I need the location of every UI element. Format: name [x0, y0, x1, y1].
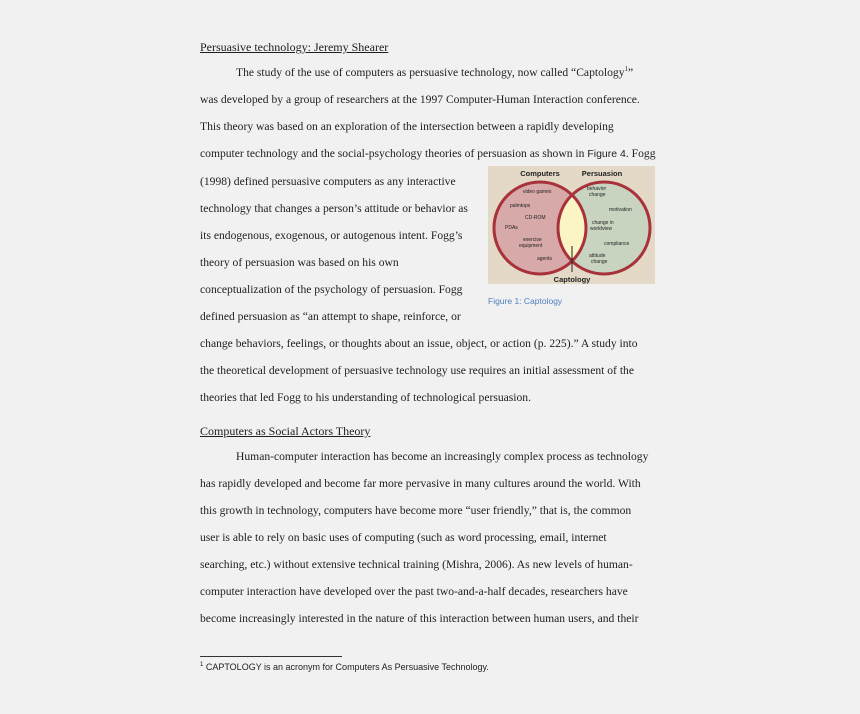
paragraph-line: defined persuasion as “an attempt to shape, reinforce, or — [200, 310, 461, 323]
figure-reference-link[interactable]: Figure 4 — [587, 148, 626, 160]
paragraph-line: theory of persuasion was based on his own — [200, 256, 399, 269]
paragraph-line: was developed by a group of researchers at the 1997 Computer-Human Interaction conference. — [200, 93, 640, 106]
paragraph-line: become increasingly interested in the nature of this interaction between human users, and their — [200, 612, 639, 625]
venn-item: change — [589, 192, 606, 198]
venn-item: CD-ROM — [525, 215, 546, 221]
paragraph-line: change behaviors, feelings, or thoughts about an issue, object, or action (p. 225).” A study into — [200, 337, 638, 350]
paragraph-line: this growth in technology, computers have become more “user friendly,” that is, the common — [200, 504, 632, 517]
paragraph-line: computer technology and the social-psychology theories of persuasion as shown in Figure 4. Fogg — [200, 147, 656, 160]
paragraph-line: the theoretical development of persuasive technology use requires an initial assessment of the — [200, 364, 634, 377]
venn-item: change — [591, 259, 608, 265]
venn-item: agents — [537, 256, 553, 262]
venn-item: exercise — [523, 237, 542, 243]
venn-item: behavior — [587, 186, 607, 192]
footnote: $^1$ CAPTOLOGY is an acronym for Computers As Persuasive Technology. — [200, 662, 489, 672]
venn-item: equipment — [519, 243, 543, 249]
paragraph-line: The study of the use of computers as persuasive technology, now called “Captology$^1$” — [236, 65, 634, 79]
paragraph-line: computer interaction have developed over the past two-and-a-half decades, researchers have — [200, 585, 628, 598]
venn-item: worldview — [590, 226, 612, 232]
venn-item: attitude — [589, 253, 606, 259]
footnote-marker: 1 — [624, 65, 629, 74]
figure-caption: Figure 1: Captology — [488, 296, 563, 306]
section-heading-persuasive-technology: Persuasive technology: Jeremy Shearer — [200, 40, 389, 54]
paragraph-line: has rapidly developed and become far more pervasive in many cultures around the world. With — [200, 477, 641, 490]
footnote-divider — [200, 656, 342, 657]
footnote-number: 1 — [200, 662, 204, 668]
venn-item: video games — [523, 189, 552, 195]
paragraph-line: Human-computer interaction has become an increasingly complex process as technology — [236, 450, 649, 463]
venn-item: compliance — [604, 241, 630, 247]
paragraph-line: (1998) defined persuasive computers as any interactive — [200, 175, 456, 188]
persuasion-title: Persuasion — [581, 169, 623, 178]
venn-item: PDAs — [505, 225, 518, 231]
captology-label: Captology — [553, 275, 591, 284]
computers-title: Computers — [520, 169, 560, 178]
venn-item: palmtops — [510, 203, 531, 209]
paragraph-line: conceptualization of the psychology of persuasion. Fogg — [200, 283, 463, 296]
paragraph-line: searching, etc.) without extensive technical training (Mishra, 2006). As new levels of human- — [200, 558, 633, 571]
captology-venn-figure — [488, 166, 655, 284]
venn-diagram — [488, 166, 655, 284]
paragraph-line: theories that led Fogg to his understanding of technological persuasion. — [200, 391, 531, 404]
section-heading-social-actors: Computers as Social Actors Theory — [200, 424, 371, 438]
venn-item: change in — [592, 220, 614, 226]
paragraph-line: technology that changes a person’s attitude or behavior as — [200, 202, 468, 215]
venn-item: motivation — [609, 207, 632, 213]
paragraph-line: user is able to rely on basic uses of computing (such as word processing, email, internet — [200, 531, 607, 544]
paragraph-line: This theory was based on an exploration of the intersection between a rapidly developing — [200, 120, 614, 133]
paragraph-line: its endogenous, exogenous, or autogenous intent. Fogg’s — [200, 229, 463, 242]
